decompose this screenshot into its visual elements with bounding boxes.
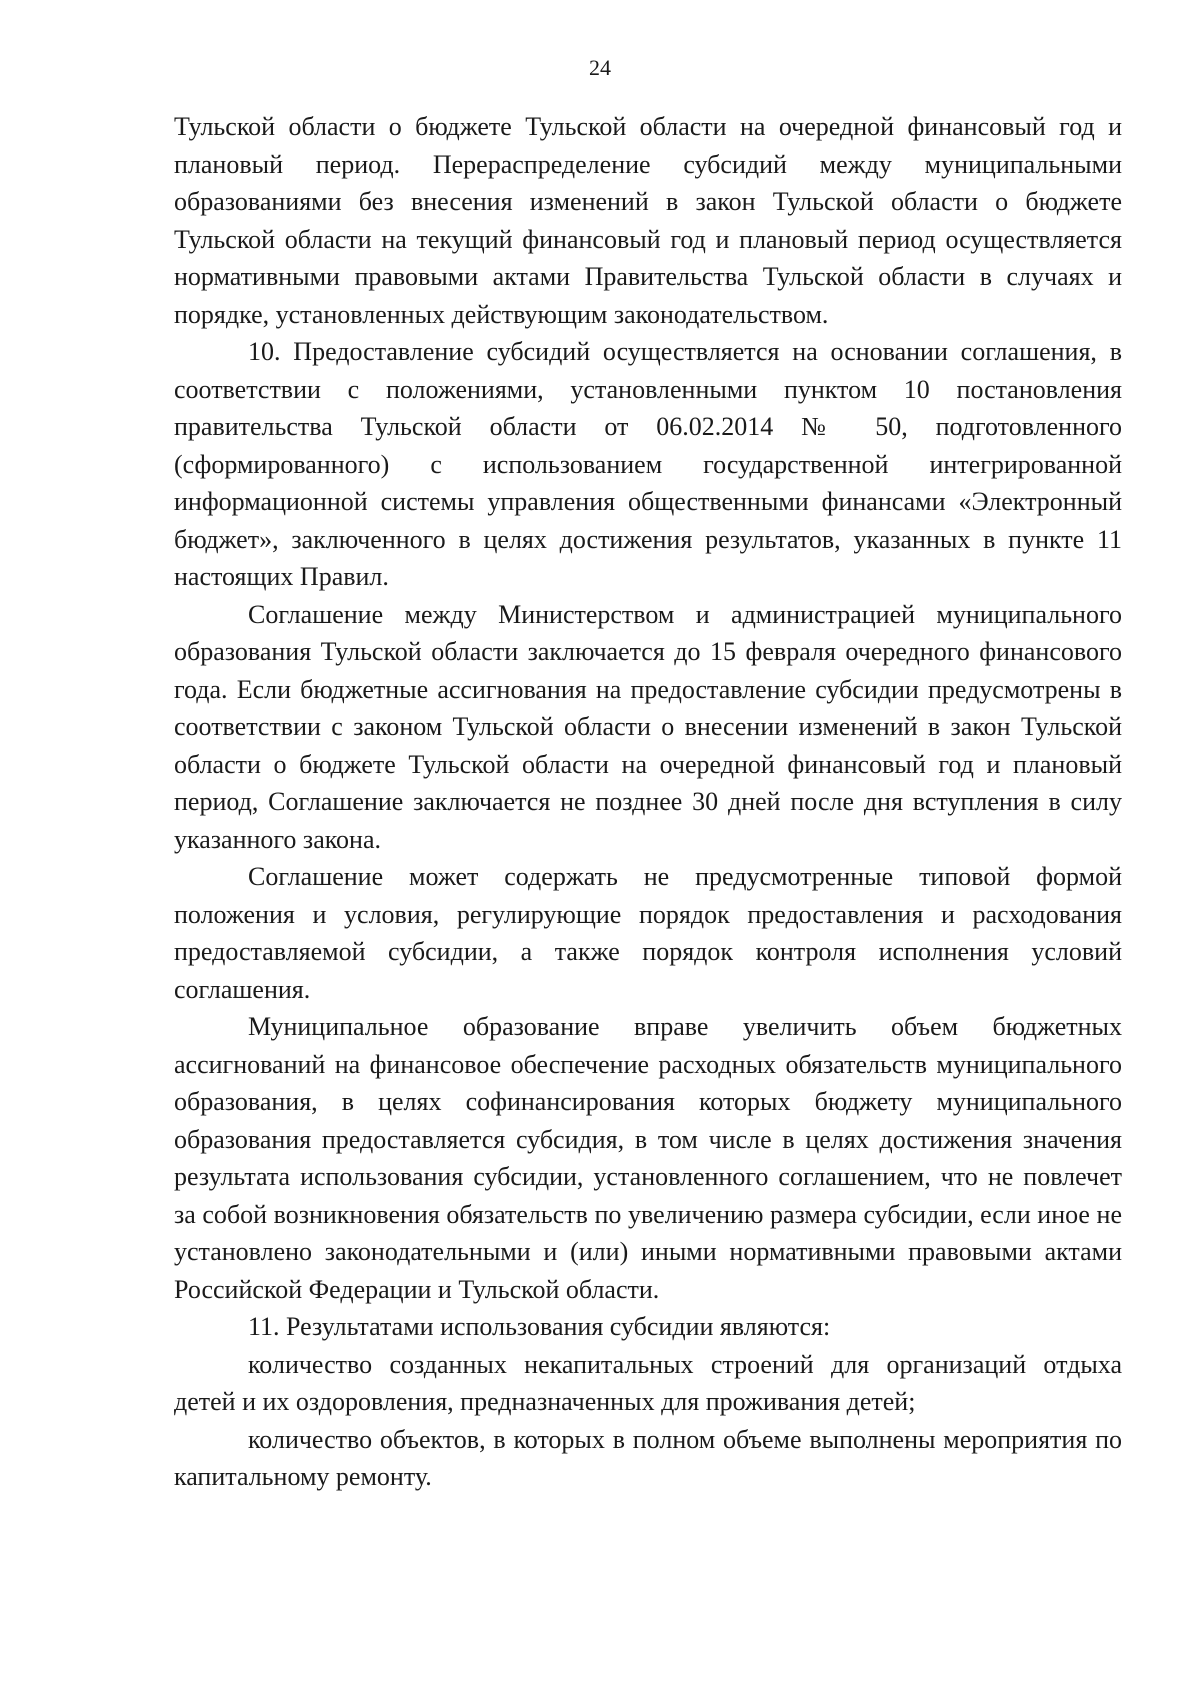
document-body	[174, 108, 1122, 1496]
paragraph-agreement-deadline: Соглашение между Министерством и администрацией муниципального образования Тульской области заключается до 15 февраля очередного финансового года. Если бюджетные ассигнования на предоставление субсидии предусмотрены в соответствии с законом Тульской области о внесении изменений в закон Тульской области о бюджете Тульской области на очередной финансовый год и плановый период, Соглашение заключается не позднее 30 дней после дня вступления в силу указанного закона.	[174, 599, 1122, 854]
paragraph-item-11: 11. Результатами использования субсидии являются:	[248, 1312, 831, 1341]
paragraph-continuation: Тульской области о бюджете Тульской области на очередной финансовый год и плановый период. Перераспределение субсидий между муниципальными образованиями без внесения изменений в закон Тульской области о бюджете Тульской области на текущий финансовый год и плановый период осуществляется нормативными правовыми актами Правительства Тульской области в случаях и порядке, установленных действующим законодательством.	[174, 112, 1122, 329]
paragraph-result-1: количество созданных некапитальных строений для организаций отдыха детей и их оздоровления, предназначенных для проживания детей;	[174, 1349, 1122, 1416]
paragraph-result-2: количество объектов, в которых в полном объеме выполнены мероприятия по капитальному ремонту.	[174, 1424, 1122, 1491]
paragraph-municipal-rights: Муниципальное образование вправе увеличить объем бюджетных ассигнований на финансовое обеспечение расходных обязательств муниципального образования, в целях софинансирования которых бюджету муниципального образования предоставляется субсидия, в том числе в целях достижения значения результата использования субсидии, установленного соглашением, что не повлечет за собой возникновения обязательств по увеличению размера субсидии, если иное не установлено законодательными и (или) иными нормативными правовыми актами Российской Федерации и Тульской области.	[174, 1012, 1122, 1304]
paragraph-item-10: 10. Предоставление субсидий осуществляется на основании соглашения, в соответствии с положениями, установленными пунктом 10 постановления правительства Тульской области от 06.02.2014 № 50, подготовленного (сформированного) с использованием государственной интегрированной информационной системы управления общественными финансами «Электронный бюджет», заключенного в целях достижения результатов, указанных в пункте 11 настоящих Правил.	[174, 337, 1122, 591]
paragraph-agreement-content: Соглашение может содержать не предусмотренные типовой формой положения и условия, регулирующие порядок предоставления и расходования предоставляемой субсидии, а также порядок контроля исполнения условий соглашения.	[174, 862, 1122, 1004]
page-number: 24	[589, 55, 611, 80]
